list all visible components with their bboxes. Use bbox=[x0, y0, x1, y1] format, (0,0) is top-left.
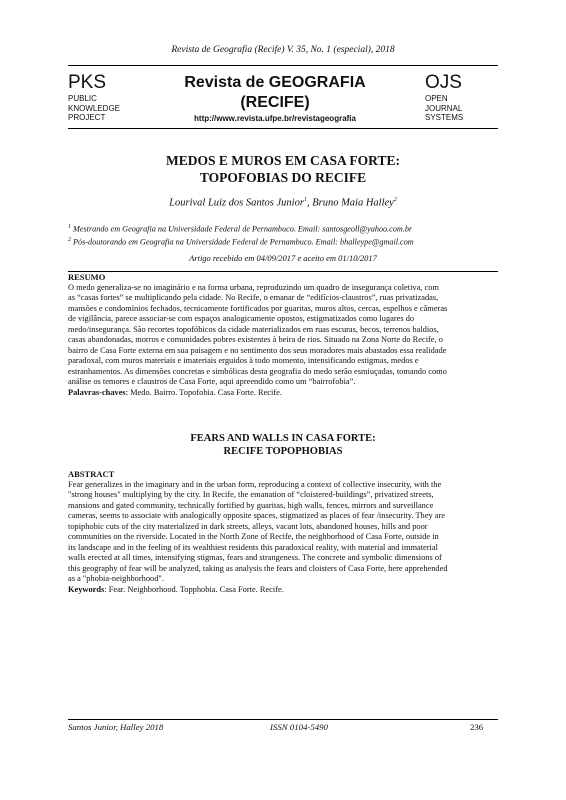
pks-line: PUBLIC bbox=[68, 94, 97, 103]
resumo-line: O medo generaliza-se no imaginário e na forma urbana, reproduzindo um quadro de insegurança coletiva, com bbox=[68, 283, 439, 292]
resumo-heading: RESUMO bbox=[68, 272, 106, 282]
resumo-line: bairro de Casa Forte externa em sua paisagem e no sentimento dos seus moradores mais abastados essa realidade bbox=[68, 345, 447, 355]
resumo-line: análise os temores e claustros de Casa Forte, aqui apreendido como um “bairrofobia”. bbox=[68, 377, 356, 387]
footer-rule bbox=[68, 719, 498, 720]
english-title-line: FEARS AND WALLS IN CASA FORTE: bbox=[190, 433, 376, 444]
footer-issn: ISSN 0104-5490 bbox=[270, 722, 328, 732]
resumo-rule bbox=[68, 271, 498, 272]
ojs-line: OPEN bbox=[425, 94, 448, 103]
resumo-line: mansões e condomínios fechados, tecnicamente fortificados por guaritas, muros altos, cercas, espelhos e câmeras bbox=[68, 303, 448, 313]
keywords-label: Keywords bbox=[68, 584, 105, 594]
abstract-heading: ABSTRACT bbox=[68, 469, 115, 479]
abstract-line: as a "phobia-neighborhood". bbox=[68, 574, 164, 584]
abstract-line: mansions and gated community, technically fortified by guaritas, high walls, fences, mirrors and surveillance bbox=[68, 500, 434, 510]
abstract-line: walls erected at all times, intensifying stigmas, fears and strangeness. The concrete and symbolic dimensions of bbox=[68, 553, 442, 563]
header-bottom-rule bbox=[68, 128, 498, 129]
author-name: Lourival Luiz dos Santos Junior bbox=[169, 197, 304, 209]
abstract-body bbox=[68, 480, 498, 595]
abstract-line: Fear generalizes in the imaginary and in the urban form, reproducing a context of collective insecurity, with the bbox=[68, 480, 442, 489]
english-title-line: RECIFE TOPOPHOBIAS bbox=[223, 446, 343, 457]
article-title-line: TOPOFOBIAS DO RECIFE bbox=[199, 170, 367, 185]
running-head: Revista de Geografia (Recife) V. 35, No. 1 (especial), 2018 bbox=[171, 45, 395, 55]
journal-url-link[interactable]: http://www.revista.ufpe.br/revistageografia bbox=[194, 114, 356, 123]
ojs-logo: OJS bbox=[425, 72, 462, 93]
abstract-keywords bbox=[68, 585, 498, 595]
abstract-line: communities on the riverside. Located in the North Zone of Recife, the neighborhood of Casa Forte, outside in bbox=[68, 532, 439, 542]
resumo-line: de vigilância, parece associar-se com espaços analogicamente opostos, estigmatizados como lugares do bbox=[68, 314, 415, 324]
article-title bbox=[68, 152, 498, 186]
abstract-line: cameras, seems to associate with analogically opposite spaces, stigmatized as places of fear /insecurity. They are bbox=[68, 511, 445, 521]
article-title-line: MEDOS E MUROS EM CASA FORTE: bbox=[166, 153, 400, 168]
affiliation-2 bbox=[68, 235, 508, 248]
author-superscript: 1 bbox=[303, 197, 307, 203]
abstract-line: "strong houses" multiplying by the city. In Recife, the emanation of “cloistered-buildings”, privatized streets, bbox=[68, 490, 434, 500]
journal-title-line: (RECIFE) bbox=[240, 94, 310, 111]
abstract-line: this geography of fear will be analyzed, taking as analysis the fears and cloisters of Casa Forte, here apprehended bbox=[68, 563, 448, 573]
pks-line: KNOWLEDGE bbox=[68, 103, 121, 113]
ojs-line: SYSTEMS bbox=[425, 113, 464, 122]
pks-subtitle bbox=[68, 94, 120, 123]
ojs-subtitle bbox=[425, 94, 463, 123]
resumo-line: medo/insegurança. São recortes topofóbicos da cidade materializados em ruas escuras, becos, terrenos baldios, bbox=[68, 324, 439, 334]
resumo-line: casas abandonadas, morros e comunidades pobres existentes à beira de rios. Situado na Zona Norte do Recife, o bbox=[68, 335, 443, 345]
affiliation-number: 1 bbox=[68, 224, 71, 230]
keywords-text: : Medo. Bairro. Topofobia. Casa Forte. Recife. bbox=[125, 387, 282, 397]
received-date: Artigo recebido em 04/09/2017 e aceito em 01/10/2017 bbox=[189, 253, 377, 263]
journal-title-line: Revista de GEOGRAFIA bbox=[184, 74, 366, 91]
affiliation-text: Pós-doutorando em Geografia na Universidade Federal de Pernambuco. Email: bhalleype@gmail.com bbox=[73, 237, 414, 247]
header-top-rule bbox=[68, 65, 498, 66]
footer-authors: Santos Junior, Halley 2018 bbox=[68, 722, 164, 732]
keywords-label: Palavras-chaves bbox=[68, 387, 126, 397]
resumo-line: estranhamentos. As dimensões concretas e simbólicas desta geografia do medo serão esmiuçadas, tomando como bbox=[68, 366, 447, 376]
resumo-line: paradoxal, com muros materiais e imateriais erguidos à todo momento, intensificando estigmas, medos e bbox=[68, 356, 419, 366]
ojs-line: JOURNAL bbox=[425, 103, 463, 113]
affiliation-1 bbox=[68, 222, 508, 235]
pks-logo: PKS bbox=[68, 72, 107, 93]
resumo-keywords bbox=[68, 388, 498, 398]
abstract-line: its landscape and in the feeling of its wealthiest residents this paradoxical reality, with material and immaterial bbox=[68, 542, 438, 552]
pks-line: PROJECT bbox=[68, 113, 106, 122]
page-number: 236 bbox=[470, 722, 484, 732]
keywords-text: : Fear. Neighborhood. Topphobia. Casa Forte. Recife. bbox=[104, 584, 284, 594]
resumo-body bbox=[68, 283, 498, 398]
author-separator: , bbox=[306, 197, 313, 209]
english-title bbox=[68, 432, 498, 458]
affiliations bbox=[68, 222, 508, 248]
journal-title bbox=[150, 73, 400, 113]
affiliation-text: Mestrando em Geografia na Universidade Federal de Pernambuco. Email: santosgeoll@yahoo.com.br bbox=[73, 224, 413, 234]
authors bbox=[68, 197, 498, 209]
resumo-line: as “casas fortes” se multiplicando pela cidade. No Recife, o emanar de “edifícios-claustros”, ruas privatizadas, bbox=[68, 293, 439, 303]
author-name: Bruno Maia Halley bbox=[312, 197, 394, 209]
affiliation-number: 2 bbox=[68, 237, 71, 244]
abstract-line: topiphobic cuts of the city materialized in dark streets, alleys, vacant lots, abandoned houses, hills and poor bbox=[68, 521, 428, 531]
author-superscript: 2 bbox=[393, 197, 397, 203]
